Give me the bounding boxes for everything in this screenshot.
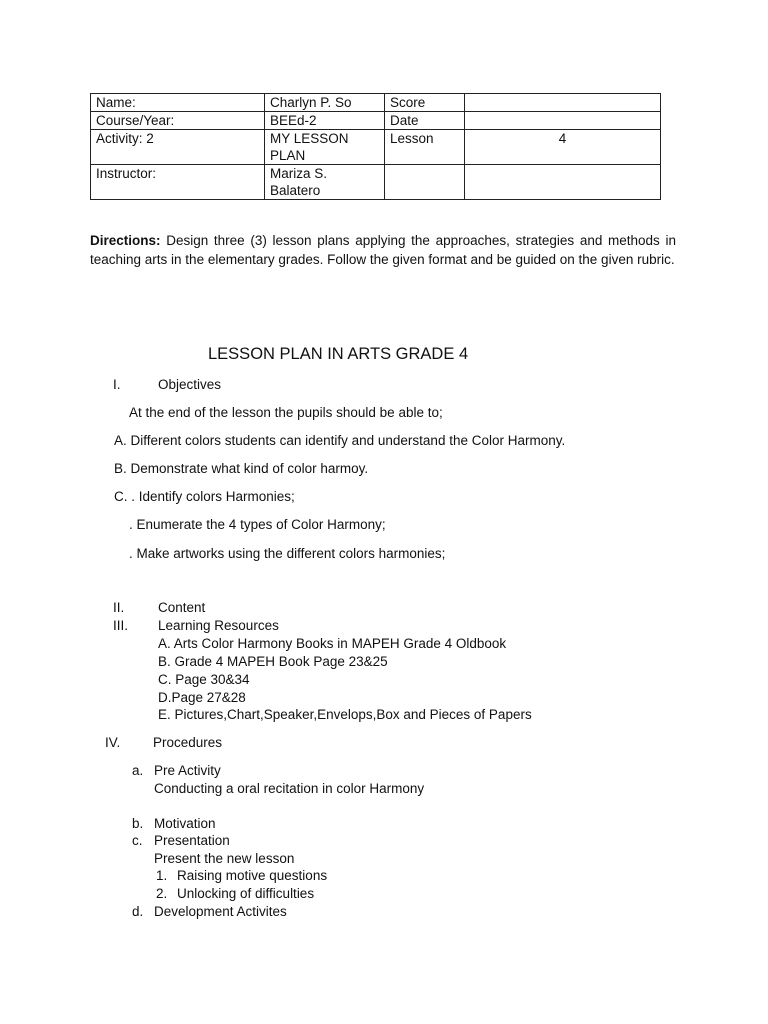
table-cell xyxy=(465,94,661,112)
resources-numeral: III. xyxy=(113,618,129,633)
procedure-marker: d. xyxy=(132,904,144,919)
objective-item: C. . Identify colors Harmonies; xyxy=(114,489,295,504)
resource-item: B. Grade 4 MAPEH Book Page 23&25 xyxy=(158,654,388,669)
table-cell: 4 xyxy=(465,130,661,165)
table-row xyxy=(91,94,661,112)
info-table xyxy=(90,93,661,200)
table-cell: Lesson xyxy=(385,130,465,165)
resource-item: C. Page 30&34 xyxy=(158,672,250,687)
table-cell: Date xyxy=(385,112,465,130)
objectives-numeral: I. xyxy=(113,377,121,392)
procedure-title: Pre Activity xyxy=(154,763,221,778)
resources-heading: Learning Resources xyxy=(158,618,279,633)
resource-item: E. Pictures,Chart,Speaker,Envelops,Box and Pieces of Papers xyxy=(158,707,532,722)
procedure-marker: b. xyxy=(132,816,144,831)
table-cell: Charlyn P. So xyxy=(265,94,385,112)
objective-item: A. Different colors students can identify and understand the Color Harmony. xyxy=(114,433,566,448)
resource-item: A. Arts Color Harmony Books in MAPEH Grade 4 Oldbook xyxy=(158,636,507,651)
procedures-numeral: IV. xyxy=(105,735,121,750)
table-cell: MY LESSON PLAN xyxy=(265,130,385,165)
procedure-title: Presentation xyxy=(154,833,230,848)
procedures-heading: Procedures xyxy=(153,735,223,750)
table-cell: Name: xyxy=(91,94,265,112)
objectives-heading: Objectives xyxy=(158,377,222,392)
table-cell: BEEd-2 xyxy=(265,112,385,130)
procedure-title: Motivation xyxy=(154,816,216,831)
procedure-marker: c. xyxy=(132,833,143,848)
procedure-marker: a. xyxy=(132,763,144,778)
procedure-text: Conducting a oral recitation in color Harmony xyxy=(154,781,425,796)
objective-item: B. Demonstrate what kind of color harmoy. xyxy=(114,461,369,476)
sub-item: Raising motive questions xyxy=(177,868,328,883)
objective-item: . Make artworks using the different colors harmonies; xyxy=(129,546,446,561)
table-cell: Activity: 2 xyxy=(91,130,265,165)
table-cell xyxy=(465,165,661,200)
objectives-intro: At the end of the lesson the pupils should be able to; xyxy=(129,405,443,420)
table-cell: Instructor: xyxy=(91,165,265,200)
content-numeral: II. xyxy=(113,600,125,615)
table-cell: Mariza S. Balatero xyxy=(265,165,385,200)
sub-marker: 2. xyxy=(156,886,168,901)
procedure-text: Present the new lesson xyxy=(154,851,295,866)
sub-marker: 1. xyxy=(156,868,168,883)
sub-item: Unlocking of difficulties xyxy=(177,886,315,901)
table-cell: Course/Year: xyxy=(91,112,265,130)
resource-item: D.Page 27&28 xyxy=(158,690,246,705)
table-cell xyxy=(465,112,661,130)
lesson-title: LESSON PLAN IN ARTS GRADE 4 xyxy=(208,345,469,363)
directions-text: Design three (3) lesson plans applying the approaches, strategies and methods in teaching arts in the elementary grades. Follow the given format and be guided on the given rubric. xyxy=(90,233,676,267)
table-row xyxy=(91,130,661,165)
table-row xyxy=(91,112,661,130)
table-cell: Score xyxy=(385,94,465,112)
directions-paragraph xyxy=(90,232,676,269)
directions-label: Directions: xyxy=(90,233,161,248)
content-heading: Content xyxy=(158,600,206,615)
objective-item: . Enumerate the 4 types of Color Harmony; xyxy=(129,517,386,532)
table-row xyxy=(91,165,661,200)
procedure-title: Development Activites xyxy=(154,904,287,919)
table-cell xyxy=(385,165,465,200)
